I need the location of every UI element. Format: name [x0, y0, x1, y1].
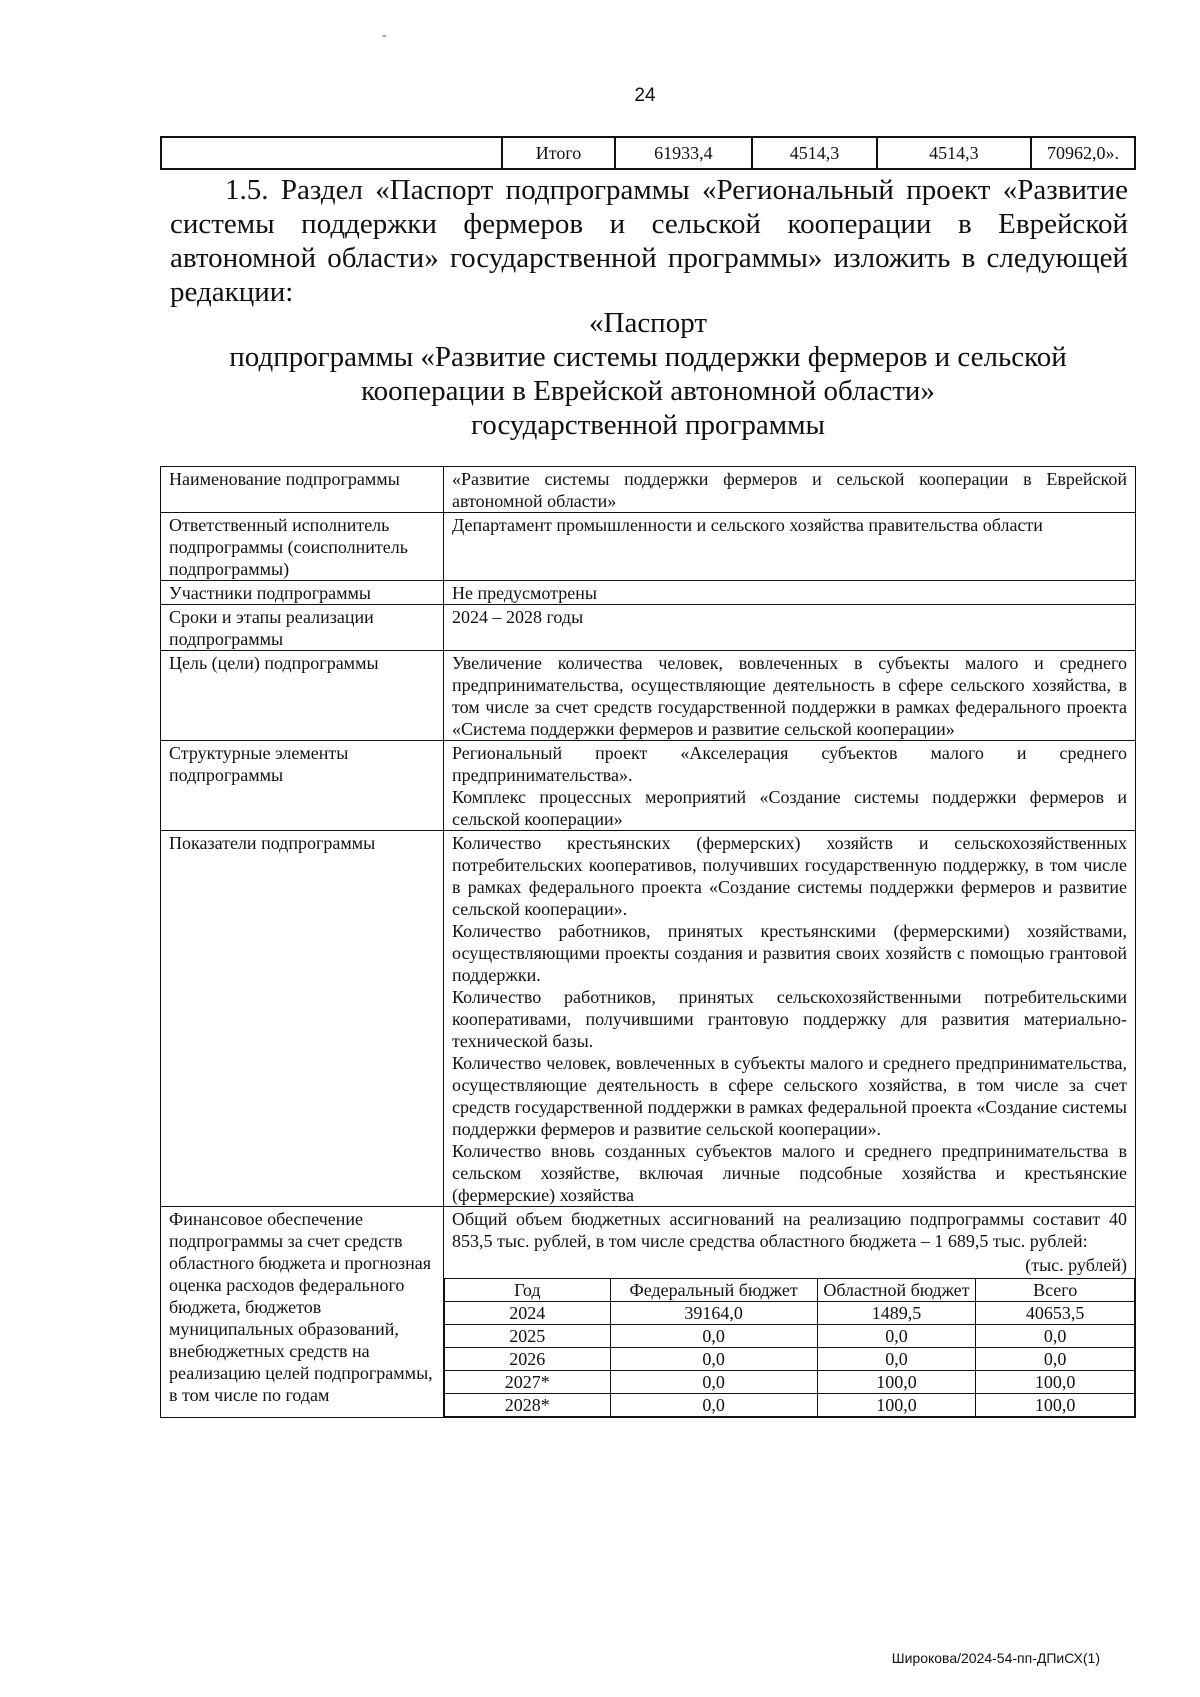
row-label: Сроки и этапы реализации подпрограммы: [161, 605, 444, 651]
fin-cell-regional: 100,0: [817, 1394, 976, 1417]
indicator-item: Количество вновь созданных субъектов малого и среднего предпринимательства в сельском хозяйстве, включая личные подсобные хозяйства и крестьянские (фермерские) хозяйства: [452, 1141, 1127, 1205]
itogo-table: [160, 136, 1136, 170]
itogo-total: 70962,0».: [1031, 137, 1135, 169]
row-label: Ответственный исполнитель подпрограммы (соисполнитель подпрограммы): [161, 513, 444, 581]
row-value: [444, 831, 1136, 1207]
passport-row-structure: [161, 741, 1136, 831]
itogo-value-2: 4514,3: [752, 137, 877, 169]
passport-title-line-2: подпрограммы «Развитие системы поддержки фермеров и сельской: [229, 341, 1067, 373]
table-row: [445, 1394, 1135, 1417]
scan-mark: -: [382, 28, 387, 43]
passport-row-financing: [161, 1207, 1136, 1418]
fin-cell-total: 100,0: [976, 1371, 1135, 1394]
financing-table: [444, 1278, 1135, 1417]
fin-header-year: Год: [445, 1279, 611, 1302]
fin-cell-federal: 0,0: [610, 1371, 817, 1394]
table-row: [445, 1325, 1135, 1348]
row-label: Участники подпрограммы: [161, 581, 444, 605]
structure-item: Комплекс процессных мероприятий «Создание системы поддержки фермеров и сельской кооперации»: [452, 787, 1127, 829]
row-label: Цель (цели) подпрограммы: [161, 651, 444, 741]
passport-row-goal: [161, 651, 1136, 741]
fin-cell-federal: 39164,0: [610, 1302, 817, 1325]
financing-header-row: [445, 1279, 1135, 1302]
structure-item: Региональный проект «Акселерация субъектов малого и среднего предпринимательства».: [452, 743, 1127, 785]
fin-cell-year: 2026: [445, 1348, 611, 1371]
fin-cell-federal: 0,0: [610, 1348, 817, 1371]
itogo-value-3: 4514,3: [877, 137, 1031, 169]
fin-cell-federal: 0,0: [610, 1394, 817, 1417]
passport-row-terms: [161, 605, 1136, 651]
passport-row-participants: [161, 581, 1136, 605]
page-number: 24: [634, 85, 656, 106]
itogo-row: [161, 137, 1135, 169]
table-row: [445, 1348, 1135, 1371]
row-value: [444, 1207, 1136, 1418]
itogo-empty-cell: [161, 137, 502, 169]
financing-text: Общий объем бюджетных ассигнований на реализацию подпрограммы составит 40 853,5 тыс. рублей, в том числе средства областного бюджета – 1 689,5 тыс. рублей:: [452, 1209, 1127, 1251]
passport-title-line-3: кооперации в Еврейской автономной области»: [361, 375, 935, 407]
row-label: Наименование подпрограммы: [161, 467, 444, 513]
fin-cell-total: 0,0: [976, 1325, 1135, 1348]
fin-cell-total: 0,0: [976, 1348, 1135, 1371]
fin-header-regional: Областной бюджет: [817, 1279, 976, 1302]
fin-cell-regional: 1489,5: [817, 1302, 976, 1325]
table-row: [445, 1371, 1135, 1394]
fin-header-federal: Федеральный бюджет: [610, 1279, 817, 1302]
row-value: 2024 – 2028 годы: [444, 605, 1136, 651]
fin-cell-regional: 0,0: [817, 1348, 976, 1371]
passport-title-line-1: «Паспорт: [589, 307, 707, 339]
passport-row-name: [161, 467, 1136, 513]
passport-row-indicators: [161, 831, 1136, 1207]
row-label: Структурные элементы подпрограммы: [161, 741, 444, 831]
passport-table: [160, 466, 1136, 1418]
row-value: «Развитие системы поддержки фермеров и сельской кооперации в Еврейской автономной области»: [444, 467, 1136, 513]
fin-cell-year: 2024: [445, 1302, 611, 1325]
indicator-item: Количество крестьянских (фермерских) хозяйств и сельскохозяйственных потребительских кооперативов, получивших государственную поддержку, в том числе в рамках федерального проекта «Создание системы поддержки фермеров и развитие сельской кооперации».: [452, 833, 1127, 919]
row-value: Департамент промышленности и сельского хозяйства правительства области: [444, 513, 1136, 581]
fin-cell-total: 100,0: [976, 1394, 1135, 1417]
table-row: [445, 1302, 1135, 1325]
fin-cell-year: 2025: [445, 1325, 611, 1348]
itogo-label: Итого: [502, 137, 614, 169]
row-label: Финансовое обеспечение подпрограммы за счет средств областного бюджета и прогнозная оценка расходов федерального бюджета, бюджетов муниципальных образований, внебюджетных средств на реализацию целей подпрограммы, в том числе по годам: [161, 1207, 444, 1418]
units-note: (тыс. рублей): [1025, 1255, 1127, 1275]
passport-title-line-4: государственной программы: [471, 409, 825, 441]
passport-title: [160, 306, 1136, 442]
row-value: Увеличение количества человек, вовлеченных в субъекты малого и среднего предпринимательства, осуществляющие деятельность в сфере сельского хозяйства, в том числе за счет средств государственной поддержки в рамках федерального проекта «Система поддержки фермеров и развитие сельской кооперации»: [444, 651, 1136, 741]
row-value: Не предусмотрены: [444, 581, 1136, 605]
passport-row-executor: [161, 513, 1136, 581]
row-label: Показатели подпрограммы: [161, 831, 444, 1207]
footer-reference: Широкова/2024-54-пп-ДПиСХ(1): [891, 1650, 1100, 1666]
amendment-paragraph: 1.5. Раздел «Паспорт подпрограммы «Региональный проект «Развитие системы поддержки фермеров и сельской кооперации в Еврейской автономной области» государственной программы» изложить в следующей редакции:: [170, 174, 1128, 308]
row-value: [444, 741, 1136, 831]
fin-header-total: Всего: [976, 1279, 1135, 1302]
fin-cell-total: 40653,5: [976, 1302, 1135, 1325]
indicator-item: Количество человек, вовлеченных в субъекты малого и среднего предпринимательства, осуществляющие деятельность в сфере сельского хозяйства, в том числе за счет средств государственной поддержки в рамках федеральной проекта «Создание системы поддержки фермеров и развитие сельской кооперации».: [452, 1053, 1127, 1139]
fin-cell-year: 2027*: [445, 1371, 611, 1394]
indicator-item: Количество работников, принятых сельскохозяйственными потребительскими кооперативами, получившими грантовую поддержку для развития материально-технической базы.: [452, 987, 1127, 1051]
fin-cell-year: 2028*: [445, 1394, 611, 1417]
fin-cell-federal: 0,0: [610, 1325, 817, 1348]
itogo-value-1: 61933,4: [615, 137, 752, 169]
indicator-item: Количество работников, принятых крестьянскими (фермерскими) хозяйствами, осуществляющими проекты создания и развития своих хозяйств с помощью грантовой поддержки.: [452, 921, 1127, 985]
fin-cell-regional: 100,0: [817, 1371, 976, 1394]
fin-cell-regional: 0,0: [817, 1325, 976, 1348]
